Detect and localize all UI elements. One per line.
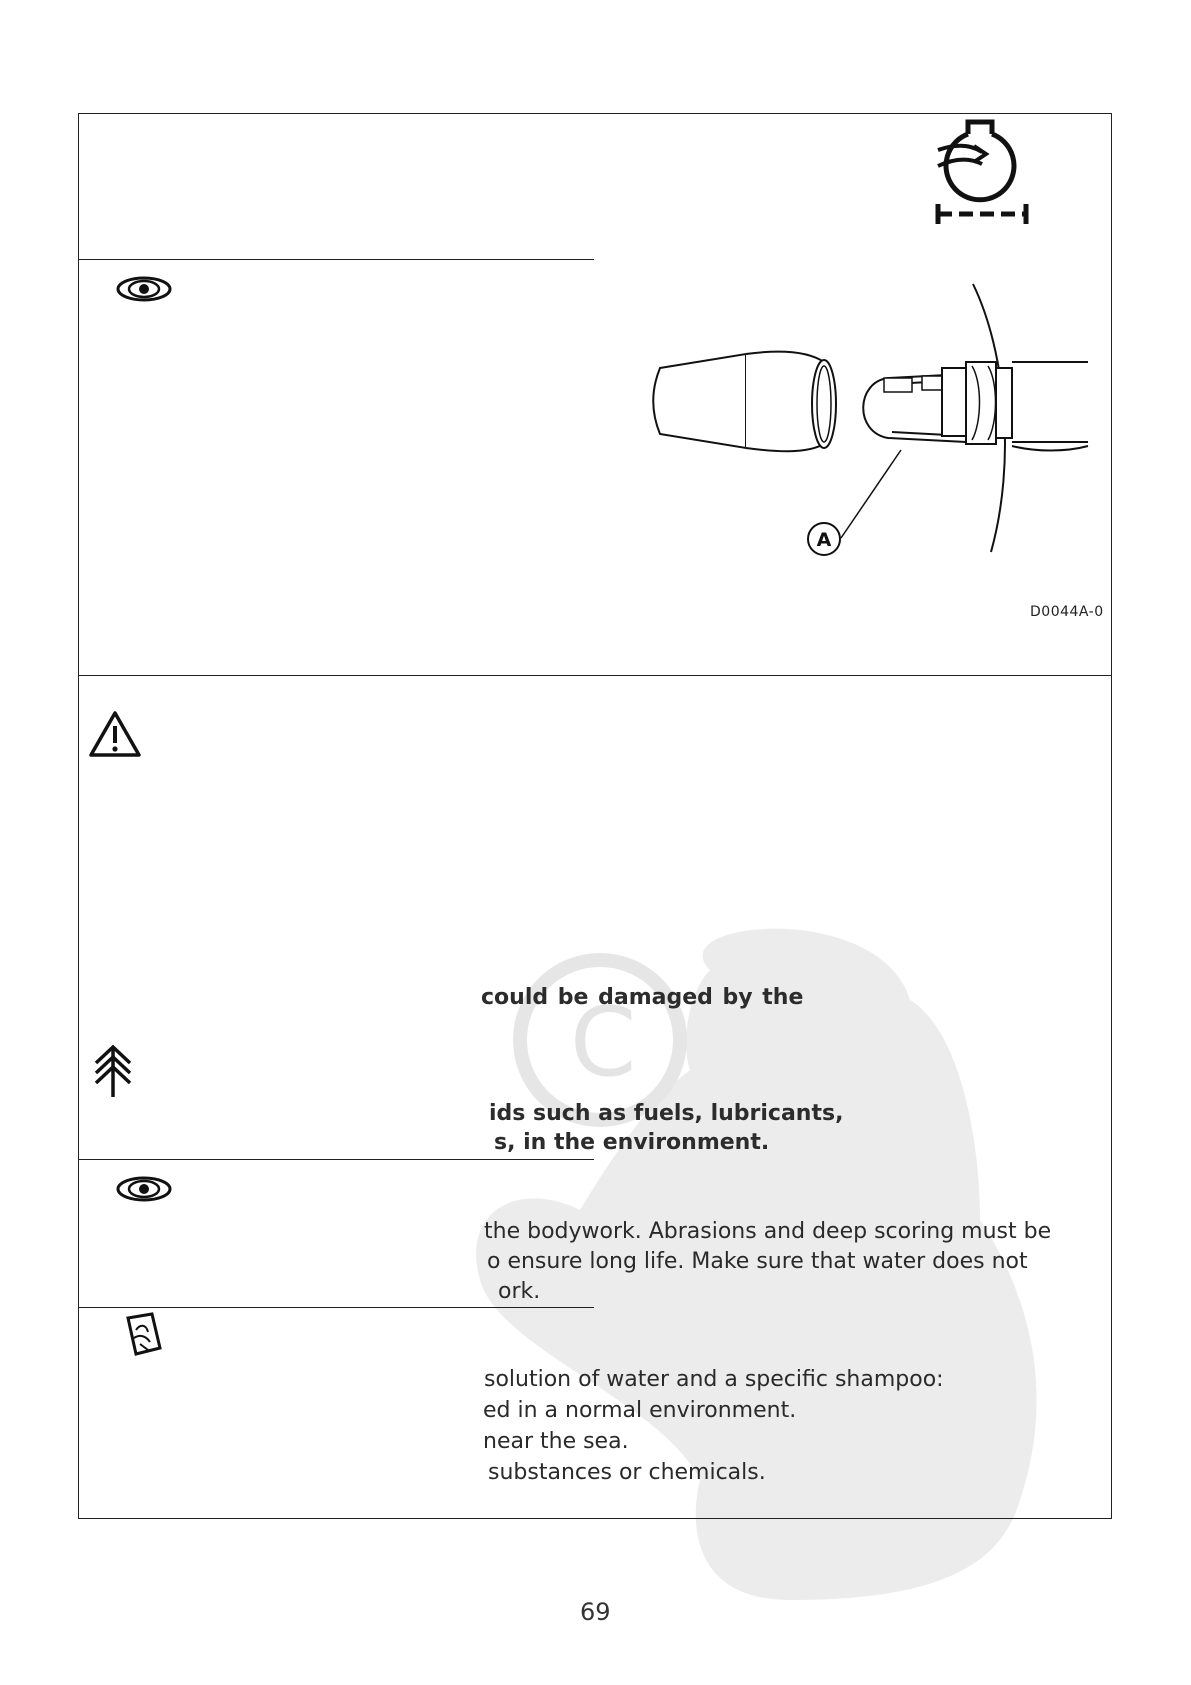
- callout-label-a: A: [816, 529, 832, 551]
- bodywork-text-line: ork.: [498, 1279, 541, 1304]
- engine-maintenance-icon: [930, 118, 1036, 226]
- cleaning-text-line: substances or chemicals.: [488, 1460, 766, 1485]
- figure-caption: D0044A-0: [1030, 604, 1104, 620]
- svg-text:C: C: [570, 988, 637, 1098]
- cleaning-cloth-icon: [122, 1310, 164, 1358]
- environment-text-line: ids such as fuels, lubricants,: [489, 1101, 844, 1126]
- environment-tree-icon: [90, 1043, 136, 1099]
- inspection-eye-icon: [116, 275, 172, 303]
- spark-plug-cap-drawing: [636, 282, 1098, 566]
- warning-icon: [88, 710, 142, 758]
- cleaning-text-line: solution of water and a specific shampoo:: [484, 1367, 944, 1392]
- divider-cleaning-section: [78, 1307, 594, 1308]
- warning-text-line: could be damaged by the: [481, 985, 804, 1010]
- environment-text-line: s, in the environment.: [494, 1130, 770, 1155]
- divider-bodywork-section: [78, 1159, 594, 1160]
- divider-top-section: [78, 259, 594, 260]
- bodywork-text-line: the bodywork. Abrasions and deep scoring must be: [484, 1219, 1052, 1244]
- inspection-eye-icon: [116, 1175, 172, 1203]
- divider-figure-section: [78, 675, 1112, 676]
- cleaning-text-line: near the sea.: [483, 1429, 629, 1454]
- page-number: 69: [580, 1598, 611, 1626]
- bodywork-text-line: o ensure long life. Make sure that water does not: [487, 1249, 1028, 1274]
- cleaning-text-line: ed in a normal environment.: [483, 1398, 797, 1423]
